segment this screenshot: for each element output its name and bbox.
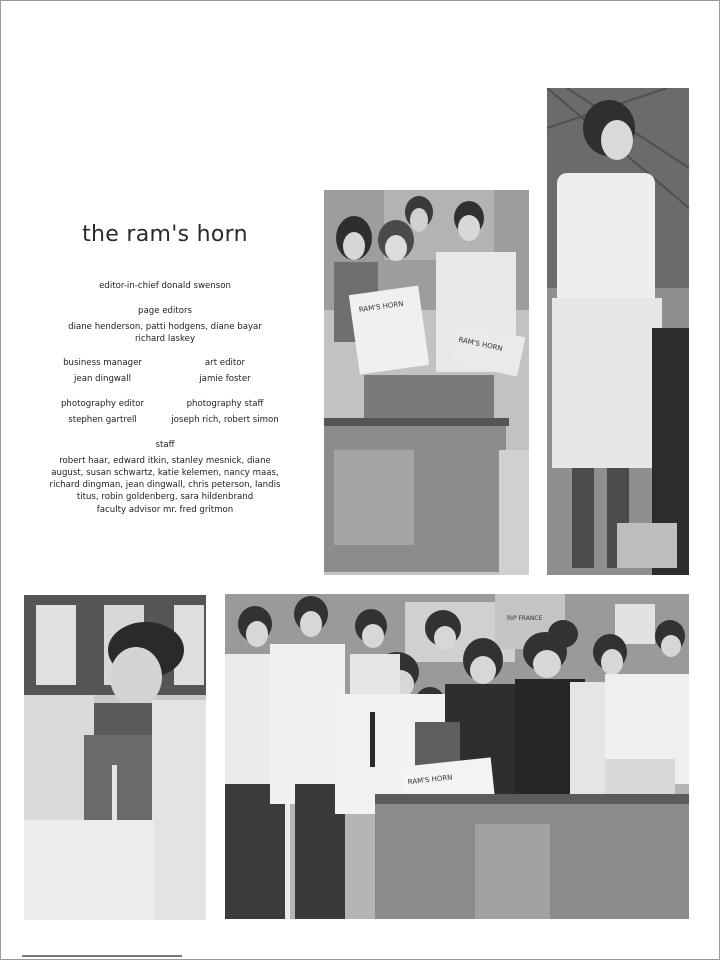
poster-text: RIP FRANCE <box>507 615 543 622</box>
editor-in-chief: editor-in-chief donald swenson <box>99 281 231 291</box>
business-manager-label: business manager <box>63 358 142 368</box>
photo-staff-group <box>225 594 689 919</box>
masthead-2: RAM'S HORN <box>457 335 504 353</box>
page-footer-rule <box>22 955 182 957</box>
masthead-1: RAM'S HORN <box>358 299 404 314</box>
staff-label: staff <box>155 440 175 450</box>
page-editors-label: page editors <box>138 306 192 316</box>
staff-line-3: richard dingman, jean dingwall, chris peterson, landis <box>49 480 281 490</box>
photography-editor-name: stephen gartrell <box>68 415 137 425</box>
photography-staff-label: photography staff <box>186 399 264 409</box>
faculty-advisor: faculty advisor mr. fred gritmon <box>96 505 234 515</box>
staff-line-2: august, susan schwartz, katie kelemen, nancy maas, <box>51 468 279 478</box>
masthead-3: RAM'S HORN <box>407 773 453 787</box>
photography-editor-label: photography editor <box>60 399 145 409</box>
page-editors-line1: diane henderson, patti hodgens, diane bayar <box>68 322 262 332</box>
art-editor-label: art editor <box>204 358 246 368</box>
staff-line-1: robert haar, edward itkin, stanley mesnick, diane <box>59 456 271 466</box>
page-title: the ram's horn <box>82 222 248 247</box>
photo-staff-with-newspapers <box>324 190 529 575</box>
photography-staff-name: joseph rich, robert simon <box>171 415 279 425</box>
art-editor-name: jamie foster <box>199 374 251 384</box>
photo-teacher-standing <box>547 88 689 575</box>
photo-student-at-desk <box>24 595 206 920</box>
business-manager-name: jean dingwall <box>74 374 131 384</box>
staff-line-4: titus, robin goldenberg, sara hildenbrand <box>76 492 254 502</box>
page-editors-line2: richard laskey <box>134 334 196 344</box>
